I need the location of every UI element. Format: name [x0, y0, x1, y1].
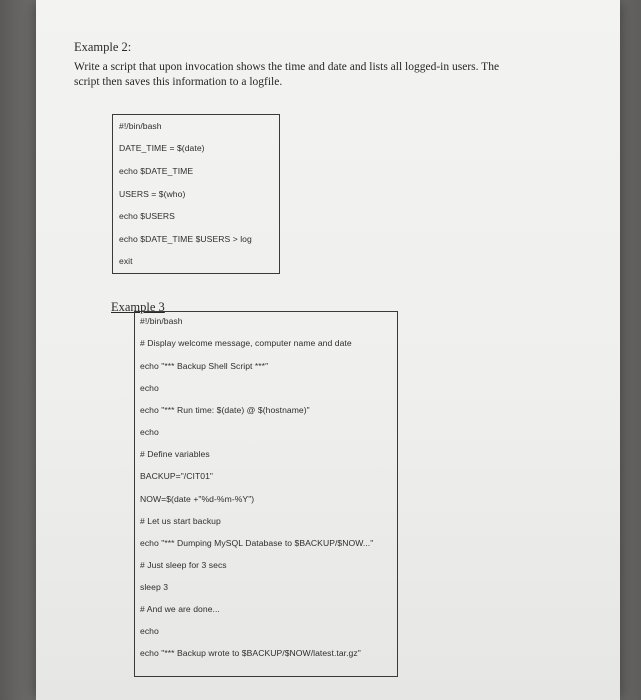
code-line: BACKUP="/CIT01" [140, 471, 213, 481]
code-line: DATE_TIME = $(date) [119, 143, 205, 153]
code-line: echo "*** Dumping MySQL Database to $BACKUP/$NOW..." [140, 538, 374, 548]
code-line: echo "*** Backup wrote to $BACKUP/$NOW/latest.tar.gz" [140, 648, 361, 658]
code-line: echo $DATE_TIME $USERS > log [119, 234, 252, 244]
code-line: #!/bin/bash [140, 316, 183, 326]
code-line: # Just sleep for 3 secs [140, 560, 227, 570]
code-line: # Define variables [140, 449, 210, 459]
code-line: echo [140, 427, 159, 437]
example-3-heading: Example 3 [111, 300, 165, 314]
code-line: # And we are done... [140, 604, 220, 614]
code-line: # Display welcome message, computer name and date [140, 338, 352, 348]
code-line: #!/bin/bash [119, 121, 162, 131]
code-line: echo "*** Run time: $(date) @ $(hostname)" [140, 405, 310, 415]
example-2-heading: Example 2: [74, 40, 132, 54]
code-line: echo $DATE_TIME [119, 166, 194, 176]
code-line: echo [140, 383, 159, 393]
code-line: USERS = $(who) [119, 189, 186, 199]
code-line: echo [140, 626, 159, 636]
code-line: echo $USERS [119, 211, 175, 221]
example-2-description: Write a script that upon invocation shows the time and date and lists all logged-in users. The script then saves this information to a logfile. [74, 61, 500, 88]
code-line: sleep 3 [140, 582, 169, 592]
code-line: echo "*** Backup Shell Script ***" [140, 361, 269, 371]
code-line: exit [119, 256, 133, 266]
code-line: # Let us start backup [140, 516, 221, 526]
code-line: NOW=$(date +"%d-%m-%Y") [140, 494, 255, 504]
